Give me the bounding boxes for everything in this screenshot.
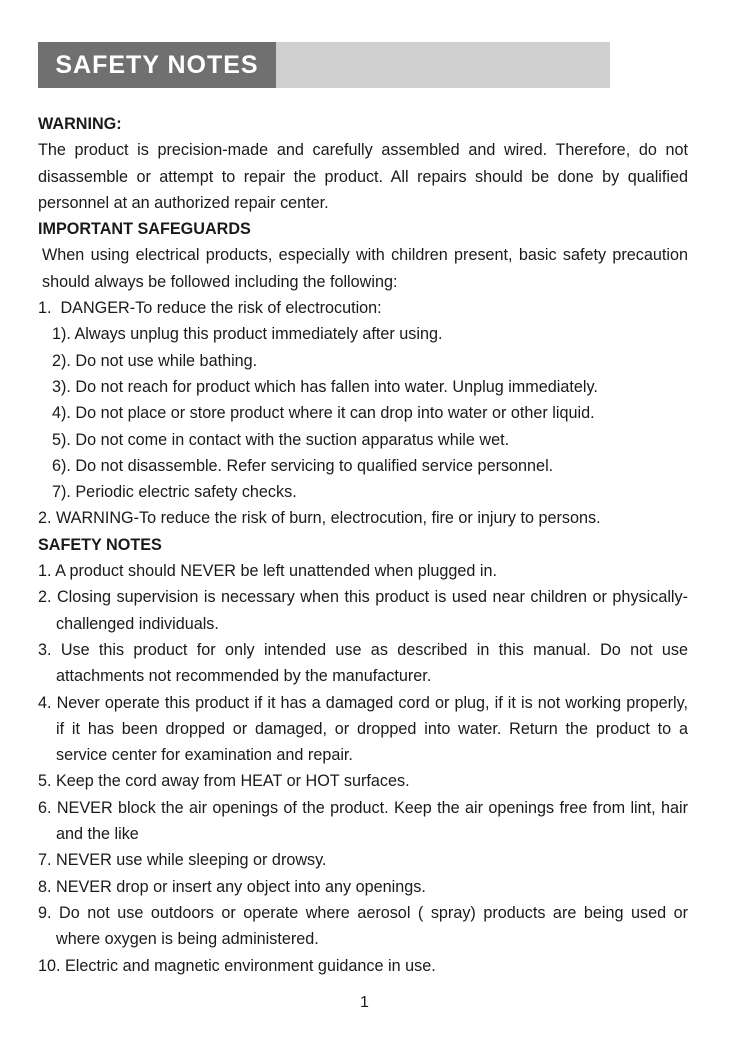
list-item: 8. NEVER drop or insert any object into any openings. — [38, 877, 426, 896]
list-item: 1. A product should NEVER be left unattended when plugged in. — [38, 562, 497, 581]
safeguards-intro: When using electrical products, especially with children present, basic safety precaution should always be followed including the following: — [42, 246, 688, 291]
section-title: SAFETY NOTES — [38, 42, 276, 88]
warning-item: 2. WARNING-To reduce the risk of burn, electrocution, fire or injury to persons. — [38, 509, 601, 528]
safety-notes-heading: SAFETY NOTES — [38, 535, 162, 554]
page-number: 1 — [360, 994, 369, 1011]
sub-list-item: 3). Do not reach for product which has fallen into water. Unplug immediately. — [52, 377, 598, 396]
document-body — [38, 111, 688, 979]
sub-list-item: 7). Periodic electric safety checks. — [52, 483, 297, 502]
list-item: 9. Do not use outdoors or operate where aerosol ( spray) products are being used or where oxygen is being administered. — [38, 903, 688, 949]
list-item: 6. NEVER block the air openings of the product. Keep the air openings free from lint, hair and the like — [38, 798, 688, 844]
list-item: 4. Never operate this product if it has a damaged cord or plug, if it is not working properly, if it has been dropped or damaged, or dropped into water. Return the product to a service center for examination and repair. — [38, 693, 688, 765]
sub-list-item: 2). Do not use while bathing. — [52, 351, 258, 370]
sub-list-item: 6). Do not disassemble. Refer servicing to qualified service personnel. — [52, 456, 554, 475]
section-banner — [38, 42, 610, 88]
danger-item: 1. DANGER-To reduce the risk of electrocution: — [38, 299, 382, 318]
list-item: 3. Use this product for only intended use as described in this manual. Do not use attachments not recommended by the manufacturer. — [38, 640, 688, 686]
warning-text: The product is precision-made and carefully assembled and wired. Therefore, do not disassemble or attempt to repair the product. All repairs should be done by qualified personnel at an authorized repair center. — [38, 141, 688, 212]
sub-list-item: 4). Do not place or store product where it can drop into water or other liquid. — [52, 404, 595, 423]
sub-list-item: 1). Always unplug this product immediately after using. — [52, 325, 443, 344]
list-item: 2. Closing supervision is necessary when this product is used near children or physically-challenged individuals. — [38, 588, 688, 633]
list-item: 10. Electric and magnetic environment guidance in use. — [38, 956, 436, 975]
list-item: 5. Keep the cord away from HEAT or HOT surfaces. — [38, 772, 410, 791]
list-item: 7. NEVER use while sleeping or drowsy. — [38, 851, 327, 870]
warning-heading: WARNING: — [38, 115, 122, 133]
safeguards-heading: IMPORTANT SAFEGUARDS — [38, 220, 251, 239]
sub-list-item: 5). Do not come in contact with the suction apparatus while wet. — [52, 430, 510, 449]
